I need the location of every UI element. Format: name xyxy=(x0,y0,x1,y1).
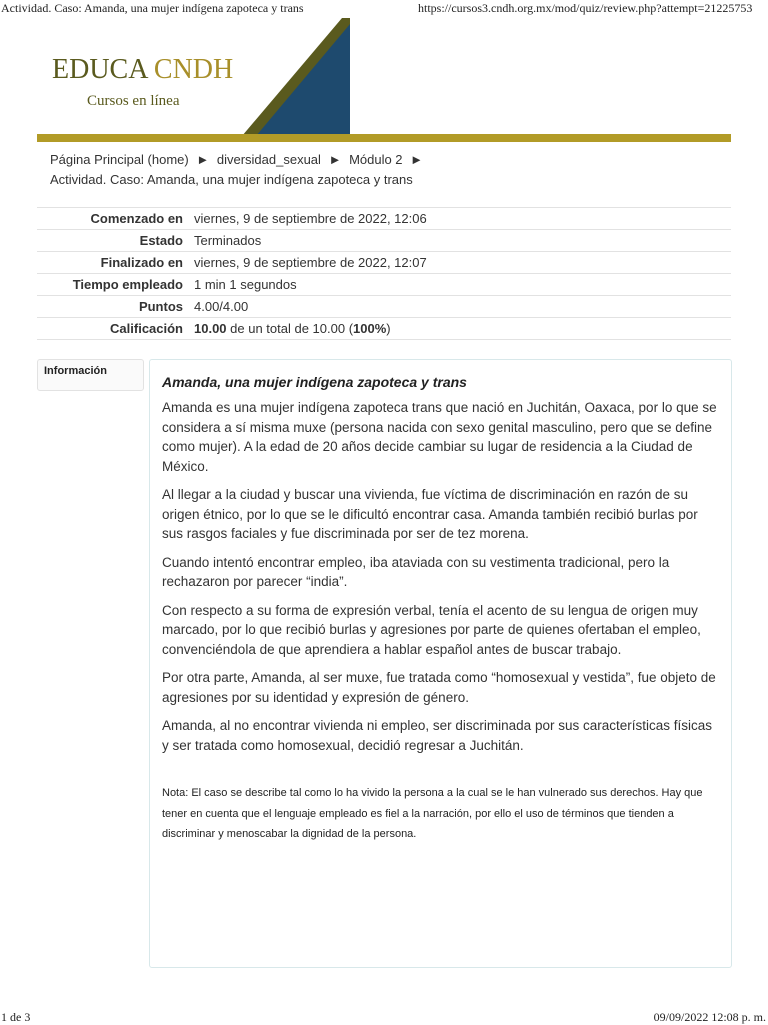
brand-name xyxy=(52,54,233,86)
summary-value: 1 min 1 segundos xyxy=(194,274,731,296)
site-logo[interactable] xyxy=(37,16,731,142)
logo-emblem-icon xyxy=(242,18,352,136)
summary-row-finished xyxy=(37,252,731,274)
breadcrumb xyxy=(50,150,730,190)
info-label: Información xyxy=(44,365,107,377)
summary-label: Comenzado en xyxy=(37,208,194,230)
case-paragraph: Amanda es una mujer indígena zapoteca trans que nació en Juchitán, Oaxaca, por lo que se considera a sí misma muxe (persona nacida con sexo genital masculino, pero que se define como mujer). A la edad de 20 años decide cambiar su lugar de residencia a la Ciudad de México. xyxy=(162,400,717,474)
summary-label: Estado xyxy=(37,230,194,252)
summary-label: Puntos xyxy=(37,296,194,318)
breadcrumb-module[interactable]: Módulo 2 xyxy=(349,152,403,167)
breadcrumb-home[interactable]: Página Principal (home) xyxy=(50,152,189,167)
summary-row-started xyxy=(37,208,731,230)
grade-total: de un total de 10.00 ( xyxy=(226,321,354,336)
print-footer xyxy=(0,1008,768,1024)
print-page-title: Actividad. Caso: Amanda, una mujer indígena zapoteca y trans xyxy=(1,1,304,15)
grade-close: ) xyxy=(386,321,391,336)
quiz-summary-table xyxy=(37,207,731,340)
breadcrumb-activity[interactable]: Actividad. Caso: Amanda, una mujer indígena zapoteca y trans xyxy=(50,172,413,187)
print-page-number: 1 de 3 xyxy=(1,1010,31,1024)
case-paragraph: Con respecto a su forma de expresión verbal, tenía el acento de su lengua de origen muy marcado, por lo que recibió burlas y agresiones por parte de quienes ofertaban el empleo, convenciéndola de que aprendiera a hablar español antes de buscar trabajo. xyxy=(162,602,701,657)
grade-percent: 100% xyxy=(353,321,387,336)
case-note: Nota: El caso se describe tal como lo ha vivido la persona a la cual se le han vulnerado sus derechos. Hay que tener en cuenta que el lenguaje empleado es fiel a la narración, por ello el uso de términos que tienden a discriminar y menoscabar la dignidad de la persona. xyxy=(162,787,703,840)
summary-row-time-taken xyxy=(37,274,731,296)
summary-value xyxy=(194,318,731,340)
breadcrumb-separator-icon: ► xyxy=(328,152,342,167)
brand-tagline: Cursos en línea xyxy=(87,93,180,109)
info-label-box xyxy=(37,359,144,391)
summary-label: Finalizado en xyxy=(37,252,194,274)
brand-part-cndh: CNDH xyxy=(153,54,234,85)
summary-row-grade xyxy=(37,318,731,340)
summary-row-points xyxy=(37,296,731,318)
summary-row-state xyxy=(37,230,731,252)
summary-label: Calificación xyxy=(37,318,194,340)
case-paragraph: Amanda, al no encontrar vivienda ni empleo, ser discriminada por sus características físicas y ser tratada como homosexual, decidió regresar a Juchitán. xyxy=(162,718,712,753)
case-content-panel xyxy=(149,359,732,968)
case-paragraph: Cuando intentó encontrar empleo, iba ataviada con su vestimenta tradicional, pero la rechazaron por parecer “india”. xyxy=(162,554,670,589)
summary-value: viernes, 9 de septiembre de 2022, 12:06 xyxy=(194,208,731,230)
case-paragraph: Al llegar a la ciudad y buscar una vivienda, fue víctima de discriminación en razón de su origen étnico, por lo que se le dificultó encontrar casa. Amanda también recibió burlas por sus rasgos faciales y fue discriminada por ser de tez morena. xyxy=(162,487,698,541)
case-content xyxy=(162,374,718,845)
case-paragraph: Por otra parte, Amanda, al ser muxe, fue tratada como “homosexual y vestida”, fue objeto de agresiones por su identidad y expresión de género. xyxy=(162,670,716,705)
summary-label: Tiempo empleado xyxy=(37,274,194,296)
summary-value: 4.00/4.00 xyxy=(194,296,731,318)
header-gold-bar xyxy=(37,134,731,142)
breadcrumb-separator-icon: ► xyxy=(410,152,424,167)
breadcrumb-course[interactable]: diversidad_sexual xyxy=(216,152,321,167)
print-page-url: https://cursos3.cndh.org.mx/mod/quiz/review.php?attempt=21225753 xyxy=(418,1,753,15)
grade-score: 10.00 xyxy=(194,321,227,336)
print-header xyxy=(0,0,768,16)
summary-value: Terminados xyxy=(194,230,731,252)
brand-part-educa: EDUCA xyxy=(52,54,147,85)
summary-value: viernes, 9 de septiembre de 2022, 12:07 xyxy=(194,252,731,274)
case-title: Amanda, una mujer indígena zapoteca y trans xyxy=(162,374,467,390)
breadcrumb-separator-icon: ► xyxy=(196,152,210,167)
print-datetime: 09/09/2022 12:08 p. m. xyxy=(653,1010,766,1024)
